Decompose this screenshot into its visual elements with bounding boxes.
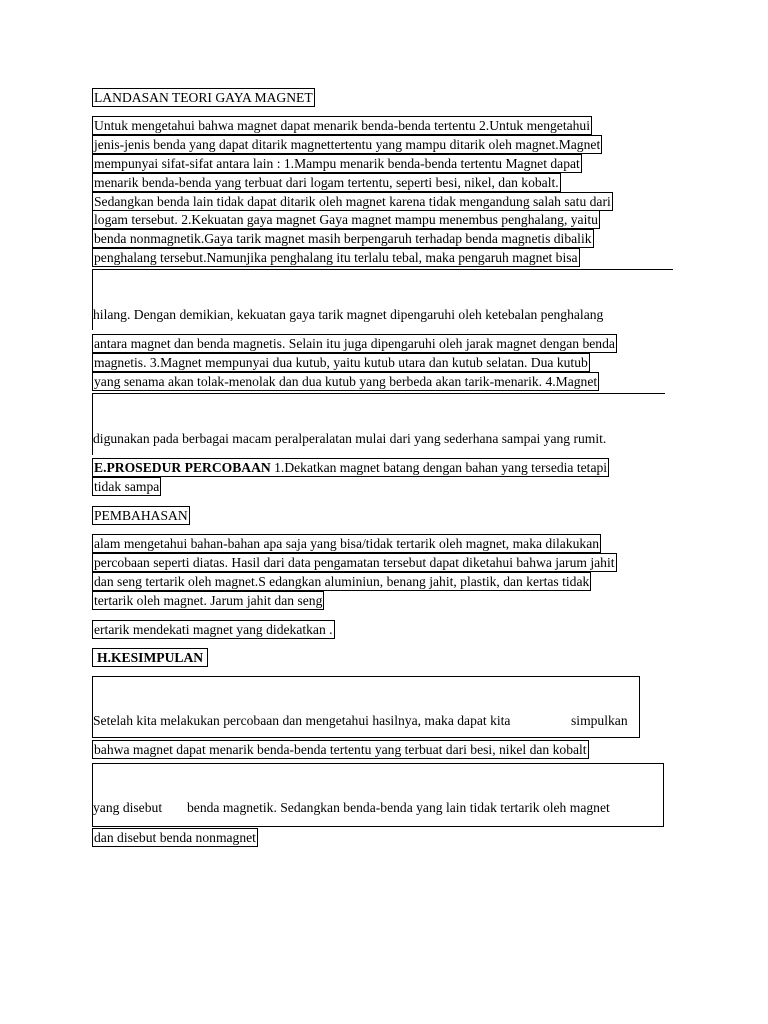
kesimpulan-heading: H.KESIMPULAN <box>92 648 208 667</box>
text-line: alam mengetahui bahan-bahan apa saja yang bisa/tidak tertarik oleh magnet, maka dilakukan <box>94 536 600 551</box>
text-line: yang disebut <box>93 800 163 815</box>
text-line: penghalang tersebut.Namunjika penghalang itu terlalu tebal, maka pengaruh magnet bisa <box>94 250 578 265</box>
text-line: Sedangkan benda lain tidak dapat ditarik oleh magnet karena tidak mengandung salah satu dari <box>94 194 611 209</box>
text-line: ertarik mendekati magnet yang didekatkan . <box>94 622 333 637</box>
text-line: antara magnet dan benda magnetis. Selain itu juga dipengaruhi oleh jarak magnet dengan benda <box>94 336 615 351</box>
prosedur-heading: E.PROSEDUR PERCOBAAN <box>94 460 271 475</box>
rule-line <box>92 393 665 394</box>
text-line: yang senama akan tolak-menolak dan dua kutub yang berbeda akan tarik-menarik. 4.Magnet <box>94 374 598 389</box>
text-line: Setelah kita melakukan percobaan dan mengetahui hasilnya, maka dapat kita <box>93 713 511 728</box>
prosedur-text: 1.Dekatkan magnet batang dengan bahan yang tersedia tetapi <box>270 460 608 475</box>
prosedur-line <box>92 458 609 477</box>
text-line: benda magnetik. Sedangkan benda-benda yang lain tidak tertarik oleh magnet <box>187 800 610 815</box>
document-title: LANDASAN TEORI GAYA MAGNET <box>94 90 313 105</box>
text-line: Untuk mengetahui bahwa magnet dapat menarik benda-benda tertentu 2.Untuk mengetahui <box>94 118 591 133</box>
text-line: hilang. Dengan demikian, kekuatan gaya tarik magnet dipengaruhi oleh ketebalan penghalang <box>93 307 604 322</box>
text-line: mempunyai sifat-sifat antara lain : 1.Mampu menarik benda-benda tertentu Magnet dapat <box>94 156 580 171</box>
text-line: jenis-jenis benda yang dapat ditarik magnettertentu yang mampu ditarik oleh magnet.Magnet <box>94 137 601 152</box>
text-line: menarik benda-benda yang terbuat dari logam tertentu, seperti besi, nikel, dan kobalt. <box>94 175 559 190</box>
text-line: digunakan pada berbagai macam peralperalatan mulai dari yang sederhana sampai yang rumit. <box>93 431 607 446</box>
pembahasan-heading: PEMBAHASAN <box>94 508 188 523</box>
rule-line <box>92 269 673 270</box>
text-line: dan disebut benda nonmagnet <box>94 830 256 845</box>
text-line: logam tersebut. 2.Kekuatan gaya magnet Gaya magnet mampu menembus penghalang, yaitu <box>94 212 598 227</box>
text-line: percobaan seperti diatas. Hasil dari data pengamatan tersebut dapat diketahui bahwa jarum jahit <box>94 555 615 570</box>
text-line: bahwa magnet dapat menarik benda-benda tertentu yang terbuat dari besi, nikel dan kobalt <box>94 742 587 757</box>
text-line: tertarik oleh magnet. Jarum jahit dan seng <box>94 593 323 608</box>
text-line: magnetis. 3.Magnet mempunyai dua kutub, yaitu kutub utara dan kutub selatan. Dua kutub <box>94 355 588 370</box>
text-line: tidak sampa <box>94 479 160 494</box>
text-line: dan seng tertarik oleh magnet.S edangkan aluminiun, benang jahit, plastik, dan kertas tidak <box>94 574 590 589</box>
text-line: simpulkan <box>571 713 628 728</box>
text-line: benda nonmagnetik.Gaya tarik magnet masih berpengaruh terhadap benda magnetis dibalik <box>94 231 592 246</box>
